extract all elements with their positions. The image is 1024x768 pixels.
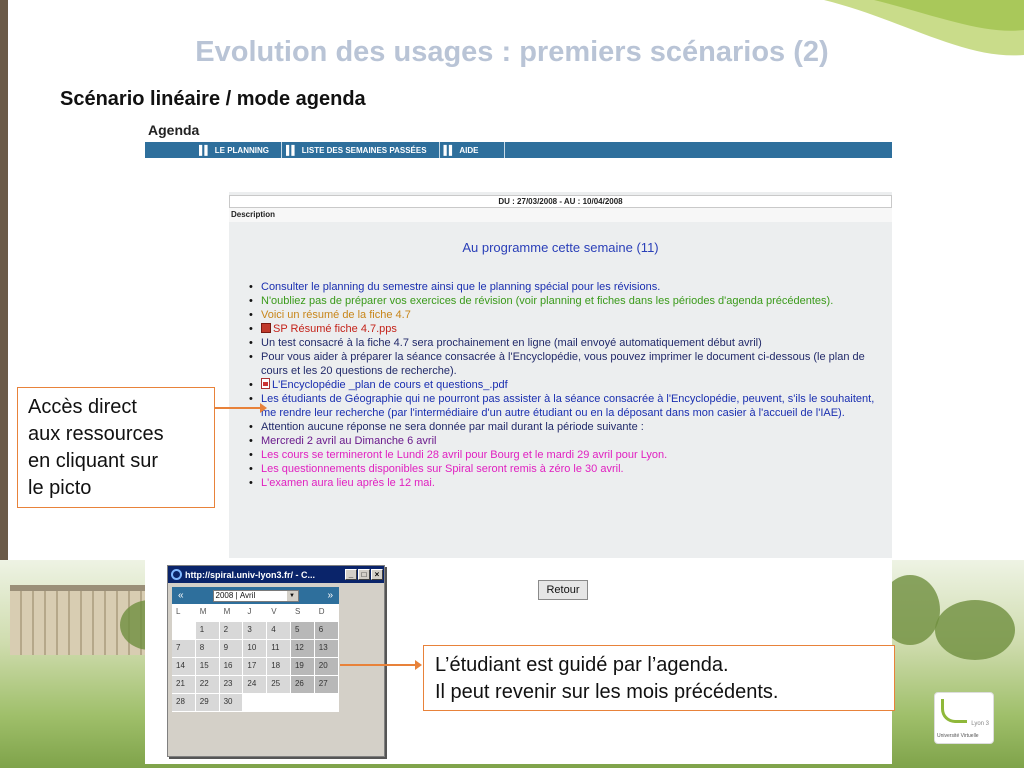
agenda-items-list (249, 280, 889, 490)
callout-line: le picto (28, 477, 92, 499)
arrow-to-pdf-icon (215, 407, 261, 409)
window-title: http://spiral.univ-lyon3.fr/ - C... (185, 569, 316, 580)
calendar-day[interactable]: 21 (172, 676, 196, 694)
calendar-day[interactable]: 27 (315, 676, 339, 694)
tree-image (935, 600, 1015, 660)
pdf-link[interactable]: L'Encyclopédie _plan de cours et questions_.pdf (272, 379, 508, 391)
calendar-day[interactable]: 22 (196, 676, 220, 694)
calendar-day[interactable]: 20 (315, 658, 339, 676)
callout-line: aux ressources (28, 423, 164, 445)
list-item: • Pour vous aider à préparer la séance consacrée à l'Encyclopédie, vous pouvez imprimer le document ci-dessous (le plan de cours et les 20 questions de recherche). (249, 350, 889, 378)
slide-subtitle: Scénario linéaire / mode agenda (60, 88, 366, 110)
date-range: DU : 27/03/2008 - AU : 10/04/2008 (229, 195, 892, 208)
calendar-day[interactable]: 15 (196, 658, 220, 676)
close-icon[interactable]: × (371, 569, 383, 580)
month-year-select[interactable]: 2008 | Avril ▼ (213, 590, 299, 602)
nav-bars-icon: ▌▌ (199, 145, 210, 155)
nav-item-label: LISTE DES SEMAINES PASSÉES (301, 145, 427, 155)
calendar-empty-cell (315, 694, 339, 712)
calendar-day[interactable]: 9 (220, 640, 244, 658)
nav-bars-icon: ▌▌ (443, 145, 455, 155)
calendar-empty-cell (243, 694, 267, 712)
lyon3-logo (934, 692, 994, 744)
calendar-day[interactable]: 25 (267, 676, 291, 694)
calendar-day-header: M (196, 604, 220, 622)
agenda-heading: Agenda (148, 122, 200, 138)
list-item: • Un test consacré à la fiche 4.7 sera prochainement en ligne (mail envoyé automatiquement début avril) (249, 336, 889, 350)
calendar-day[interactable]: 13 (315, 640, 339, 658)
nav-item-planning[interactable] (195, 142, 282, 158)
callout-line: Il peut revenir sur les mois précédents. (435, 681, 779, 703)
calendar-day-header: L (172, 604, 196, 622)
calendar-widget (172, 587, 339, 712)
calendar-day[interactable]: 18 (267, 658, 291, 676)
calendar-day[interactable]: 16 (220, 658, 244, 676)
arrow-from-calendar (340, 664, 416, 666)
calendar-day[interactable]: 5 (291, 622, 315, 640)
chevron-down-icon[interactable]: ▼ (287, 591, 298, 601)
calendar-day-header: J (243, 604, 267, 622)
calendar-day[interactable]: 19 (291, 658, 315, 676)
pps-link[interactable]: SP Résumé fiche 4.7.pps (273, 323, 397, 335)
list-item: • Les étudiants de Géographie qui ne pourront pas assister à la séance consacrée à l'Encyclopédie, peuvent, s'ils le souhaitent, me rendre leur recherche (par l'intermédiaire d'un autre étudiant ou en la déposant dans mon casier à l'accueil de l'IAE). (249, 392, 889, 420)
program-title: Au programme cette semaine (11) (462, 240, 659, 255)
calendar-day-header: D (315, 604, 339, 622)
nav-item-label: AIDE (459, 145, 479, 155)
calendar-day[interactable]: 24 (243, 676, 267, 694)
minimize-icon[interactable]: _ (345, 569, 357, 580)
list-item: • Consulter le planning du semestre ainsi que le planning spécial pour les révisions. (249, 280, 889, 294)
calendar-day[interactable]: 4 (267, 622, 291, 640)
callout-line: Accès direct (28, 396, 137, 418)
retour-button[interactable]: Retour (538, 580, 588, 600)
calendar-day-header: S (291, 604, 315, 622)
calendar-day-header: M (220, 604, 244, 622)
calendar-empty-cell (172, 622, 196, 640)
pdf-link-row[interactable] (249, 378, 889, 392)
year-value: 2008 (215, 591, 234, 600)
calendar-day[interactable]: 1 (196, 622, 220, 640)
calendar-empty-cell (267, 694, 291, 712)
callout-direct-access (17, 387, 215, 508)
calendar-day[interactable]: 8 (196, 640, 220, 658)
slide-title: Evolution des usages : premiers scénarios (2) (195, 36, 829, 68)
calendar-day[interactable]: 29 (196, 694, 220, 712)
nav-item-label: LE PLANNING (214, 145, 269, 155)
list-item: • Les questionnements disponibles sur Spiral seront remis à zéro le 30 avril. (249, 462, 889, 476)
month-value: Avril (239, 591, 256, 600)
list-item: • Voici un résumé de la fiche 4.7 (249, 308, 889, 322)
logo-mark (941, 699, 967, 723)
list-item: • Attention aucune réponse ne sera donnée par mail durant la période suivante : (249, 420, 889, 434)
calendar-day[interactable]: 6 (315, 622, 339, 640)
callout-line: en cliquant sur (28, 450, 159, 472)
calendar-window-titlebar[interactable] (168, 566, 384, 583)
list-item: • Les cours se termineront le Lundi 28 avril pour Bourg et le mardi 29 avril pour Lyon. (249, 448, 889, 462)
maximize-icon[interactable]: □ (358, 569, 370, 580)
calendar-grid (172, 604, 339, 712)
list-item-dates: • Mercredi 2 avril au Dimanche 6 avril (249, 434, 889, 448)
next-month-button[interactable]: » (327, 590, 333, 601)
calendar-day[interactable]: 7 (172, 640, 196, 658)
calendar-day[interactable]: 23 (220, 676, 244, 694)
nav-item-help[interactable] (440, 142, 506, 158)
calendar-empty-cell (291, 694, 315, 712)
callout-guided-by-agenda (423, 645, 895, 711)
calendar-day[interactable]: 28 (172, 694, 196, 712)
nav-item-past-weeks[interactable] (282, 142, 440, 158)
pdf-file-icon[interactable] (261, 378, 270, 389)
calendar-day[interactable]: 17 (243, 658, 267, 676)
pps-link-row[interactable] (249, 322, 889, 336)
calendar-day[interactable]: 3 (243, 622, 267, 640)
calendar-header (172, 587, 339, 604)
logo-text-lyon3: Lyon 3 (971, 721, 989, 727)
browser-e-icon (171, 569, 182, 580)
calendar-day[interactable]: 11 (267, 640, 291, 658)
description-label: Description (229, 208, 892, 222)
calendar-day[interactable]: 30 (220, 694, 244, 712)
calendar-day[interactable]: 26 (291, 676, 315, 694)
calendar-day[interactable]: 12 (291, 640, 315, 658)
calendar-day[interactable]: 2 (220, 622, 244, 640)
calendar-day[interactable]: 14 (172, 658, 196, 676)
list-item: • L'examen aura lieu après le 12 mai. (249, 476, 889, 490)
prev-month-button[interactable]: « (178, 590, 184, 601)
nav-bars-icon: ▌▌ (286, 145, 297, 155)
calendar-day[interactable]: 10 (243, 640, 267, 658)
logo-text-univ: Université Virtuelle (937, 733, 979, 739)
callout-line: L’étudiant est guidé par l’agenda. (435, 654, 729, 676)
list-item: • N'oubliez pas de préparer vos exercices de révision (voir planning et fiches dans les périodes d'agenda précédentes). (249, 294, 889, 308)
agenda-navbar (145, 142, 892, 158)
pps-file-icon[interactable] (261, 323, 271, 333)
calendar-window (167, 565, 385, 757)
agenda-week-panel (229, 192, 892, 558)
calendar-day-header: V (267, 604, 291, 622)
